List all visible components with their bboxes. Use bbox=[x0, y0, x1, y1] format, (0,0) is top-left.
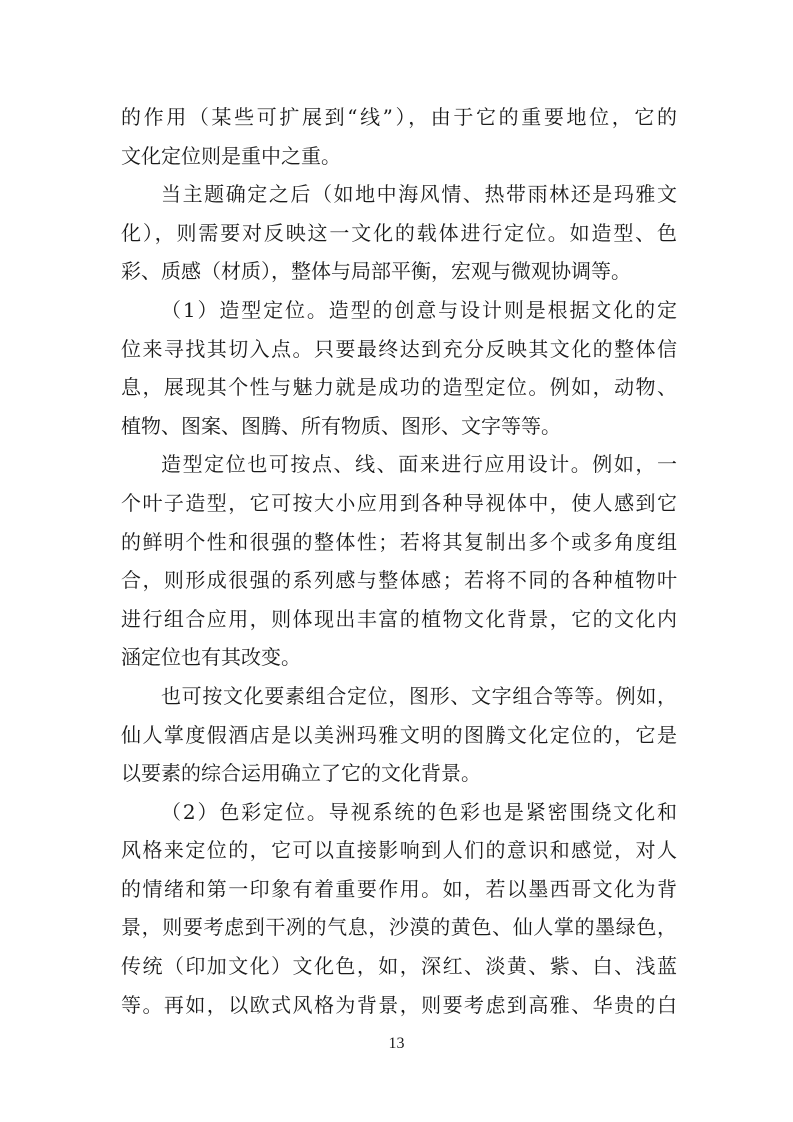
text-line-18: 以要素的综合运用确立了它的文化背景。 bbox=[121, 761, 481, 786]
text-line-17: 仙人掌度假酒店是以美洲玛雅文明的图腾文化定位的，它是 bbox=[121, 722, 677, 747]
text-line-22: 景，则要考虑到干冽的气息，沙漠的黄色、仙人掌的墨绿色， bbox=[121, 915, 677, 940]
text-line-15: 涵定位也有其改变。 bbox=[121, 645, 301, 670]
text-line-5: 彩、质感（材质），整体与局部平衡，宏观与微观协调等。 bbox=[121, 259, 631, 284]
text-line-14: 进行组合应用，则体现出丰富的植物文化背景，它的文化内 bbox=[121, 606, 677, 631]
text-line-7: 位来寻找其切入点。只要最终达到充分反映其文化的整体信 bbox=[121, 336, 677, 361]
text-line-9: 植物、图案、图腾、所有物质、图形、文字等等。 bbox=[121, 413, 561, 438]
text-line-16: 也可按文化要素组合定位，图形、文字组合等等。例如， bbox=[161, 683, 677, 708]
text-line-11: 个叶子造型，它可按大小应用到各种导视体中，使人感到它 bbox=[121, 490, 677, 515]
text-line-24: 等。再如，以欧式风格为背景，则要考虑到高雅、华贵的白 bbox=[121, 992, 677, 1017]
text-line-21: 的情绪和第一印象有着重要作用。如，若以墨西哥文化为背 bbox=[121, 876, 677, 901]
text-line-2: 文化定位则是重中之重。 bbox=[121, 143, 341, 168]
page-number: 13 bbox=[388, 1035, 405, 1052]
text-line-8: 息，展现其个性与魅力就是成功的造型定位。例如，动物、 bbox=[121, 375, 677, 400]
text-line-4: 化），则需要对反映这一文化的载体进行定位。如造型、色 bbox=[121, 220, 677, 245]
text-line-1: 的作用（某些可扩展到“线”），由于它的重要地位，它的 bbox=[121, 105, 677, 129]
text-line-3: 当主题确定之后（如地中海风情、热带雨林还是玛雅文 bbox=[161, 182, 677, 207]
text-line-20: 风格来定位的，它可以直接影响到人们的意识和感觉，对人 bbox=[121, 838, 677, 863]
text-line-10: 造型定位也可按点、线、面来进行应用设计。例如，一 bbox=[161, 452, 677, 477]
body-text bbox=[121, 98, 677, 1024]
text-line-23: 传统（印加文化）文化色，如，深红、淡黄、紫、白、浅蓝 bbox=[121, 954, 677, 979]
text-line-12: 的鲜明个性和很强的整体性；若将其复制出多个或多角度组 bbox=[121, 529, 677, 554]
text-line-6: （1）造型定位。造型的创意与设计则是根据文化的定 bbox=[161, 297, 677, 322]
text-line-13: 合，则形成很强的系列感与整体感；若将不同的各种植物叶 bbox=[121, 568, 677, 593]
text-line-19: （2）色彩定位。导视系统的色彩也是紧密围绕文化和 bbox=[161, 799, 677, 824]
